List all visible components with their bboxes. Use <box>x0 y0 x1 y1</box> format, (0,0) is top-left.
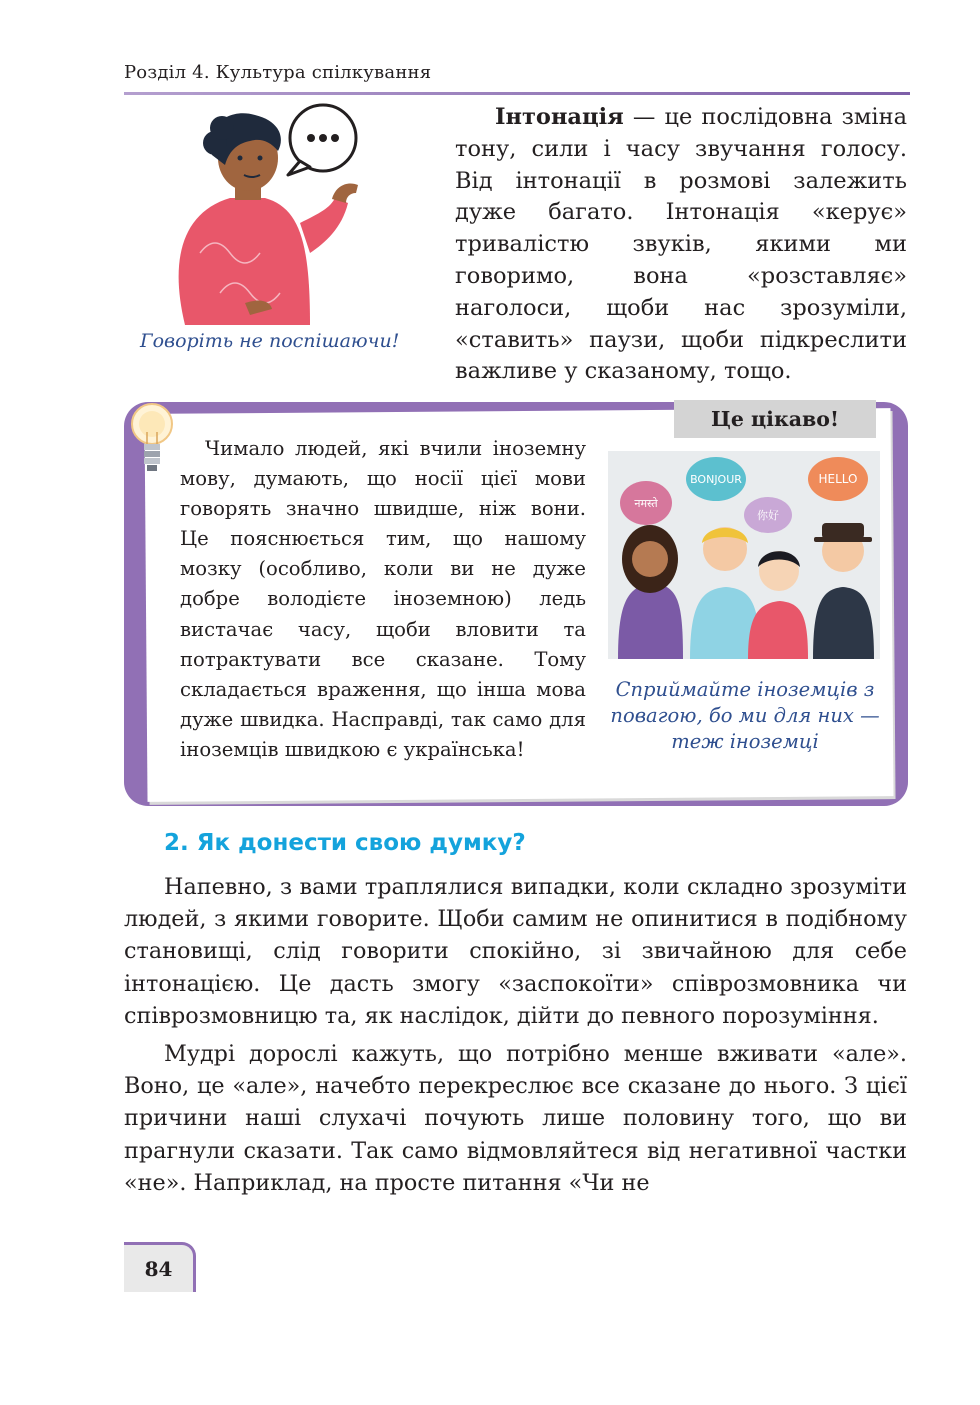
foreigners-greeting-illustration <box>608 451 880 659</box>
bubble-nihao: 你好 <box>757 509 779 522</box>
interesting-fact-text <box>180 434 586 765</box>
interesting-fact-paragraph: Чимало людей, які вчили іноземну мову, думають, що носії цієї мови говорять значно швидше, ніж вони. Це пояснюється тим, що нашому мозку (особливо, коли ви не дуже добре володієте іноземною) ледь вистачає часу, щоби вловити та потрактувати все сказане. Тому складається враження, що інша мова дуже швидка. Насправді, так само для іноземців швидкою є українська! <box>180 437 586 761</box>
intonation-paragraph <box>455 102 907 388</box>
photo-caption: Сприймайте іноземців з повагою, бо ми для них — теж іноземці <box>610 678 880 753</box>
bubble-hello: HELLO <box>818 472 858 486</box>
page-number: 84 <box>124 1242 196 1292</box>
section-body <box>124 871 907 1205</box>
header-rule <box>124 92 910 95</box>
bubble-namaste: नमस्ते <box>634 497 658 510</box>
speaking-person-illustration <box>160 103 370 325</box>
body-paragraph-2: Мудрі дорослі кажуть, що потрібно менше вживати «але». Воно, це «але», начебто перекреслює все сказане до нього. З цієї причини наші слухачі почують лише половину того, що ви прагнули сказати. Так само відмовляйтеся від негативної частки «не». Наприклад, на просте питання «Чи не <box>124 1041 907 1196</box>
interesting-fact-label: Це цікаво! <box>674 400 876 438</box>
section-heading: 2. Як донести свою думку? <box>164 830 526 856</box>
bubble-bonjour: BONJOUR <box>690 473 742 486</box>
illustration-caption: Говоріть не поспішаючи! <box>140 330 400 352</box>
term-intonation: Інтонація <box>495 104 624 130</box>
lightbulb-icon <box>130 402 174 476</box>
running-header: Розділ 4. Культура спілкування <box>124 62 432 83</box>
term-definition: — це послідовна зміна тону, сили і часу звучання голосу. Від інтонації в розмові залежить дуже багато. Інтонація «керує» тривалістю звуків, якими ми говоримо, вона «розставляє» наголоси, щоби нас зрозуміли, «ставить» паузи, щоби підкреслити важливе у сказаному, тощо. <box>455 104 907 385</box>
body-paragraph-1: Напевно, з вами траплялися випадки, коли складно зрозуміти людей, з якими говорите. Щоби самим не опинитися в подібному становищі, слід говорити спокійно, зі звичайною для себе інтонацією. Це дасть змогу «заспокоїти» співрозмовника чи співрозмовницю та, як наслідок, дійти до певного порозуміння. <box>124 874 907 1029</box>
